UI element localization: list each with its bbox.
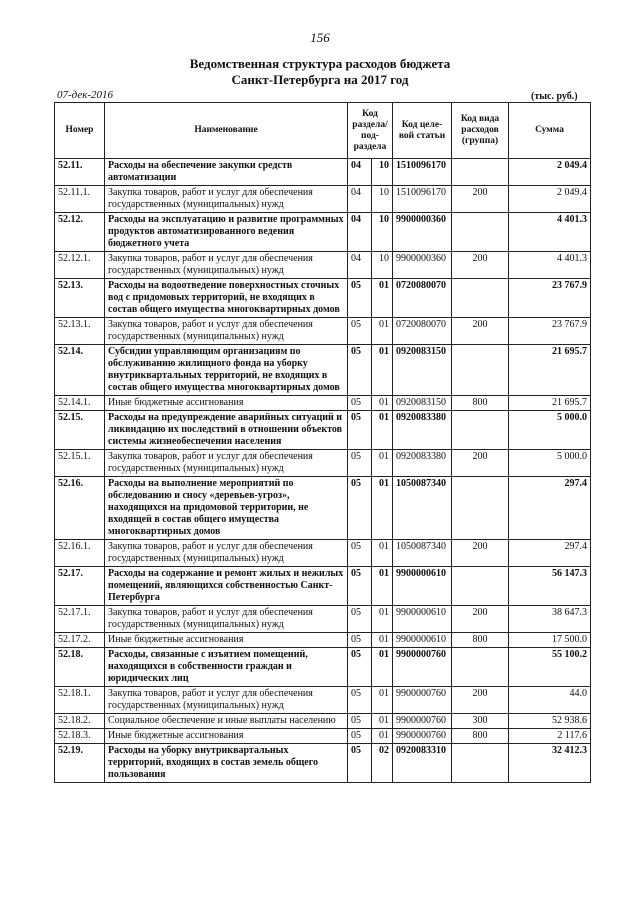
row-sum: 52 938.6: [509, 714, 591, 729]
row-name: Закупка товаров, работ и услуг для обеспечения государственных (муниципальных) нужд: [105, 540, 348, 567]
row-article-code: 0720080070: [393, 279, 452, 318]
row-subsection-code: 01: [372, 477, 393, 540]
row-subsection-code: 01: [372, 648, 393, 687]
row-subsection-code: 02: [372, 744, 393, 783]
header-sum: Сумма: [509, 103, 591, 159]
row-article-code: 1050087340: [393, 540, 452, 567]
table-row: [55, 606, 591, 633]
row-name: Закупка товаров, работ и услуг для обеспечения государственных (муниципальных) нужд: [105, 687, 348, 714]
header-name: Наименование: [105, 103, 348, 159]
row-number: 52.16.1.: [55, 540, 105, 567]
header-expense-kind: Код вида расходов (группа): [452, 103, 509, 159]
row-name: Социальное обеспечение и иные выплаты населению: [105, 714, 348, 729]
row-article-code: 9900000360: [393, 252, 452, 279]
row-expense-kind: [452, 159, 509, 186]
row-article-code: 9900000760: [393, 729, 452, 744]
row-section-code: 04: [348, 213, 372, 252]
row-sum: 297.4: [509, 477, 591, 540]
row-section-code: 05: [348, 729, 372, 744]
row-name: Расходы на предупреждение аварийных ситуаций и ликвидацию их последствий в отношении объектов системы жизнеобеспечения населения: [105, 411, 348, 450]
row-article-code: 1050087340: [393, 477, 452, 540]
budget-table: [54, 102, 591, 783]
row-sum: 2 117.6: [509, 729, 591, 744]
row-expense-kind: [452, 648, 509, 687]
row-subsection-code: 01: [372, 633, 393, 648]
page-number: 156: [310, 30, 330, 45]
row-article-code: 0920083380: [393, 450, 452, 477]
row-expense-kind: [452, 744, 509, 783]
table-row: [55, 396, 591, 411]
row-expense-kind: 200: [452, 186, 509, 213]
row-name: Закупка товаров, работ и услуг для обеспечения государственных (муниципальных) нужд: [105, 186, 348, 213]
row-article-code: 0920083310: [393, 744, 452, 783]
row-expense-kind: 200: [452, 450, 509, 477]
row-expense-kind: 300: [452, 714, 509, 729]
row-article-code: 9900000610: [393, 567, 452, 606]
header-article-code: Код целе-вой статьи: [393, 103, 452, 159]
row-expense-kind: 200: [452, 540, 509, 567]
row-section-code: 05: [348, 633, 372, 648]
row-name: Иные бюджетные ассигнования: [105, 729, 348, 744]
row-sum: 21 695.7: [509, 396, 591, 411]
row-expense-kind: [452, 213, 509, 252]
row-number: 52.17.: [55, 567, 105, 606]
row-name: Закупка товаров, работ и услуг для обеспечения государственных (муниципальных) нужд: [105, 318, 348, 345]
row-sum: 21 695.7: [509, 345, 591, 396]
row-article-code: 0920083380: [393, 411, 452, 450]
row-number: 52.13.: [55, 279, 105, 318]
row-subsection-code: 01: [372, 714, 393, 729]
row-expense-kind: 200: [452, 252, 509, 279]
row-sum: 23 767.9: [509, 279, 591, 318]
row-number: 52.11.: [55, 159, 105, 186]
row-name: Расходы, связанные с изъятием помещений, находящихся в собственности граждан и юридических лиц: [105, 648, 348, 687]
title-line-1: Ведомственная структура расходов бюджета: [189, 56, 451, 71]
row-expense-kind: [452, 279, 509, 318]
row-subsection-code: 01: [372, 729, 393, 744]
row-section-code: 05: [348, 744, 372, 783]
row-expense-kind: 200: [452, 606, 509, 633]
row-section-code: 04: [348, 186, 372, 213]
table-row: [55, 318, 591, 345]
row-number: 52.18.3.: [55, 729, 105, 744]
row-article-code: 9900000760: [393, 648, 452, 687]
header-number: Номер: [55, 103, 105, 159]
row-expense-kind: 200: [452, 318, 509, 345]
row-subsection-code: 01: [372, 318, 393, 345]
row-sum: 5 000.0: [509, 411, 591, 450]
table-row: [55, 567, 591, 606]
row-name: Иные бюджетные ассигнования: [105, 396, 348, 411]
row-number: 52.12.1.: [55, 252, 105, 279]
row-expense-kind: [452, 477, 509, 540]
row-section-code: 05: [348, 450, 372, 477]
row-section-code: 05: [348, 540, 372, 567]
row-number: 52.15.1.: [55, 450, 105, 477]
row-name: Закупка товаров, работ и услуг для обеспечения государственных (муниципальных) нужд: [105, 252, 348, 279]
row-sum: 17 500.0: [509, 633, 591, 648]
row-section-code: 05: [348, 396, 372, 411]
header-section-code: Код раздела/ под-раздела: [348, 103, 393, 159]
table-row: [55, 213, 591, 252]
row-sum: 56 147.3: [509, 567, 591, 606]
row-number: 52.14.: [55, 345, 105, 396]
row-section-code: 05: [348, 345, 372, 396]
row-article-code: 9900000760: [393, 687, 452, 714]
row-section-code: 05: [348, 648, 372, 687]
row-subsection-code: 01: [372, 687, 393, 714]
row-article-code: 1510096170: [393, 186, 452, 213]
table-row: [55, 279, 591, 318]
row-subsection-code: 01: [372, 396, 393, 411]
row-section-code: 04: [348, 159, 372, 186]
row-subsection-code: 10: [372, 186, 393, 213]
row-article-code: 9900000610: [393, 606, 452, 633]
row-subsection-code: 01: [372, 411, 393, 450]
row-subsection-code: 01: [372, 567, 393, 606]
row-name: Расходы на выполнение мероприятий по обследованию и сносу «деревьев-угроз», находящихся на придомовой территории, не входящей в состав общего имущества многоквартирных домов: [105, 477, 348, 540]
row-number: 52.12.: [55, 213, 105, 252]
row-article-code: 1510096170: [393, 159, 452, 186]
row-subsection-code: 10: [372, 159, 393, 186]
row-section-code: 05: [348, 318, 372, 345]
row-article-code: 9900000760: [393, 714, 452, 729]
row-sum: 38 647.3: [509, 606, 591, 633]
row-number: 52.19.: [55, 744, 105, 783]
table-header-row: [55, 103, 591, 159]
row-number: 52.15.: [55, 411, 105, 450]
row-number: 52.18.1.: [55, 687, 105, 714]
row-name: Закупка товаров, работ и услуг для обеспечения государственных (муниципальных) нужд: [105, 606, 348, 633]
table-row: [55, 345, 591, 396]
document-title: [0, 56, 640, 88]
title-line-2: Санкт-Петербурга на 2017 год: [231, 72, 409, 87]
row-expense-kind: 800: [452, 729, 509, 744]
row-expense-kind: [452, 411, 509, 450]
row-number: 52.18.2.: [55, 714, 105, 729]
table-row: [55, 186, 591, 213]
row-section-code: 05: [348, 567, 372, 606]
row-subsection-code: 01: [372, 606, 393, 633]
table-row: [55, 477, 591, 540]
row-subsection-code: 01: [372, 345, 393, 396]
table-row: [55, 744, 591, 783]
row-number: 52.16.: [55, 477, 105, 540]
row-sum: 4 401.3: [509, 213, 591, 252]
row-subsection-code: 01: [372, 540, 393, 567]
table-row: [55, 450, 591, 477]
row-name: Иные бюджетные ассигнования: [105, 633, 348, 648]
row-section-code: 05: [348, 714, 372, 729]
row-sum: 23 767.9: [509, 318, 591, 345]
row-name: Расходы на водоотведение поверхностных сточных вод с придомовых территорий, не входящих в состав общего имущества многоквартирных домов: [105, 279, 348, 318]
row-section-code: 05: [348, 279, 372, 318]
row-sum: 5 000.0: [509, 450, 591, 477]
row-sum: 44.0: [509, 687, 591, 714]
table-row: [55, 159, 591, 186]
row-sum: 55 100.2: [509, 648, 591, 687]
row-section-code: 05: [348, 606, 372, 633]
row-article-code: 9900000360: [393, 213, 452, 252]
row-number: 52.13.1.: [55, 318, 105, 345]
row-article-code: 0720080070: [393, 318, 452, 345]
row-section-code: 05: [348, 687, 372, 714]
row-subsection-code: 01: [372, 279, 393, 318]
row-expense-kind: 800: [452, 633, 509, 648]
row-number: 52.17.2.: [55, 633, 105, 648]
row-sum: 4 401.3: [509, 252, 591, 279]
row-number: 52.17.1.: [55, 606, 105, 633]
table-row: [55, 714, 591, 729]
row-name: Расходы на уборку внутриквартальных территорий, входящих в состав земель общего пользования: [105, 744, 348, 783]
row-section-code: 05: [348, 477, 372, 540]
row-article-code: 0920083150: [393, 396, 452, 411]
table-row: [55, 540, 591, 567]
table-row: [55, 687, 591, 714]
row-sum: 32 412.3: [509, 744, 591, 783]
table-row: [55, 411, 591, 450]
table-row: [55, 729, 591, 744]
document-date: 07-дек-2016: [57, 89, 114, 101]
row-name: Субсидии управляющим организациям по обслуживанию жилищного фонда на уборку внутриквартальных территорий, не входящих в состав общего имущества многоквартирных домов: [105, 345, 348, 396]
row-name: Расходы на обеспечение закупки средств автоматизации: [105, 159, 348, 186]
row-expense-kind: [452, 567, 509, 606]
table-row: [55, 252, 591, 279]
row-number: 52.18.: [55, 648, 105, 687]
table-row: [55, 648, 591, 687]
row-name: Закупка товаров, работ и услуг для обеспечения государственных (муниципальных) нужд: [105, 450, 348, 477]
row-name: Расходы на содержание и ремонт жилых и нежилых помещений, являющихся собственностью Санкт-Петербурга: [105, 567, 348, 606]
units-label: (тыс. руб.): [531, 91, 578, 102]
row-sum: 2 049.4: [509, 159, 591, 186]
row-article-code: 0920083150: [393, 345, 452, 396]
row-sum: 297.4: [509, 540, 591, 567]
row-article-code: 9900000610: [393, 633, 452, 648]
table-row: [55, 633, 591, 648]
row-sum: 2 049.4: [509, 186, 591, 213]
row-subsection-code: 10: [372, 252, 393, 279]
row-number: 52.14.1.: [55, 396, 105, 411]
row-name: Расходы на эксплуатацию и развитие программных продуктов автоматизированного ведения бюджетного учета: [105, 213, 348, 252]
row-number: 52.11.1.: [55, 186, 105, 213]
row-expense-kind: 200: [452, 687, 509, 714]
row-section-code: 05: [348, 411, 372, 450]
row-subsection-code: 01: [372, 450, 393, 477]
row-expense-kind: 800: [452, 396, 509, 411]
row-section-code: 04: [348, 252, 372, 279]
row-expense-kind: [452, 345, 509, 396]
row-subsection-code: 10: [372, 213, 393, 252]
table-body: [55, 159, 591, 783]
